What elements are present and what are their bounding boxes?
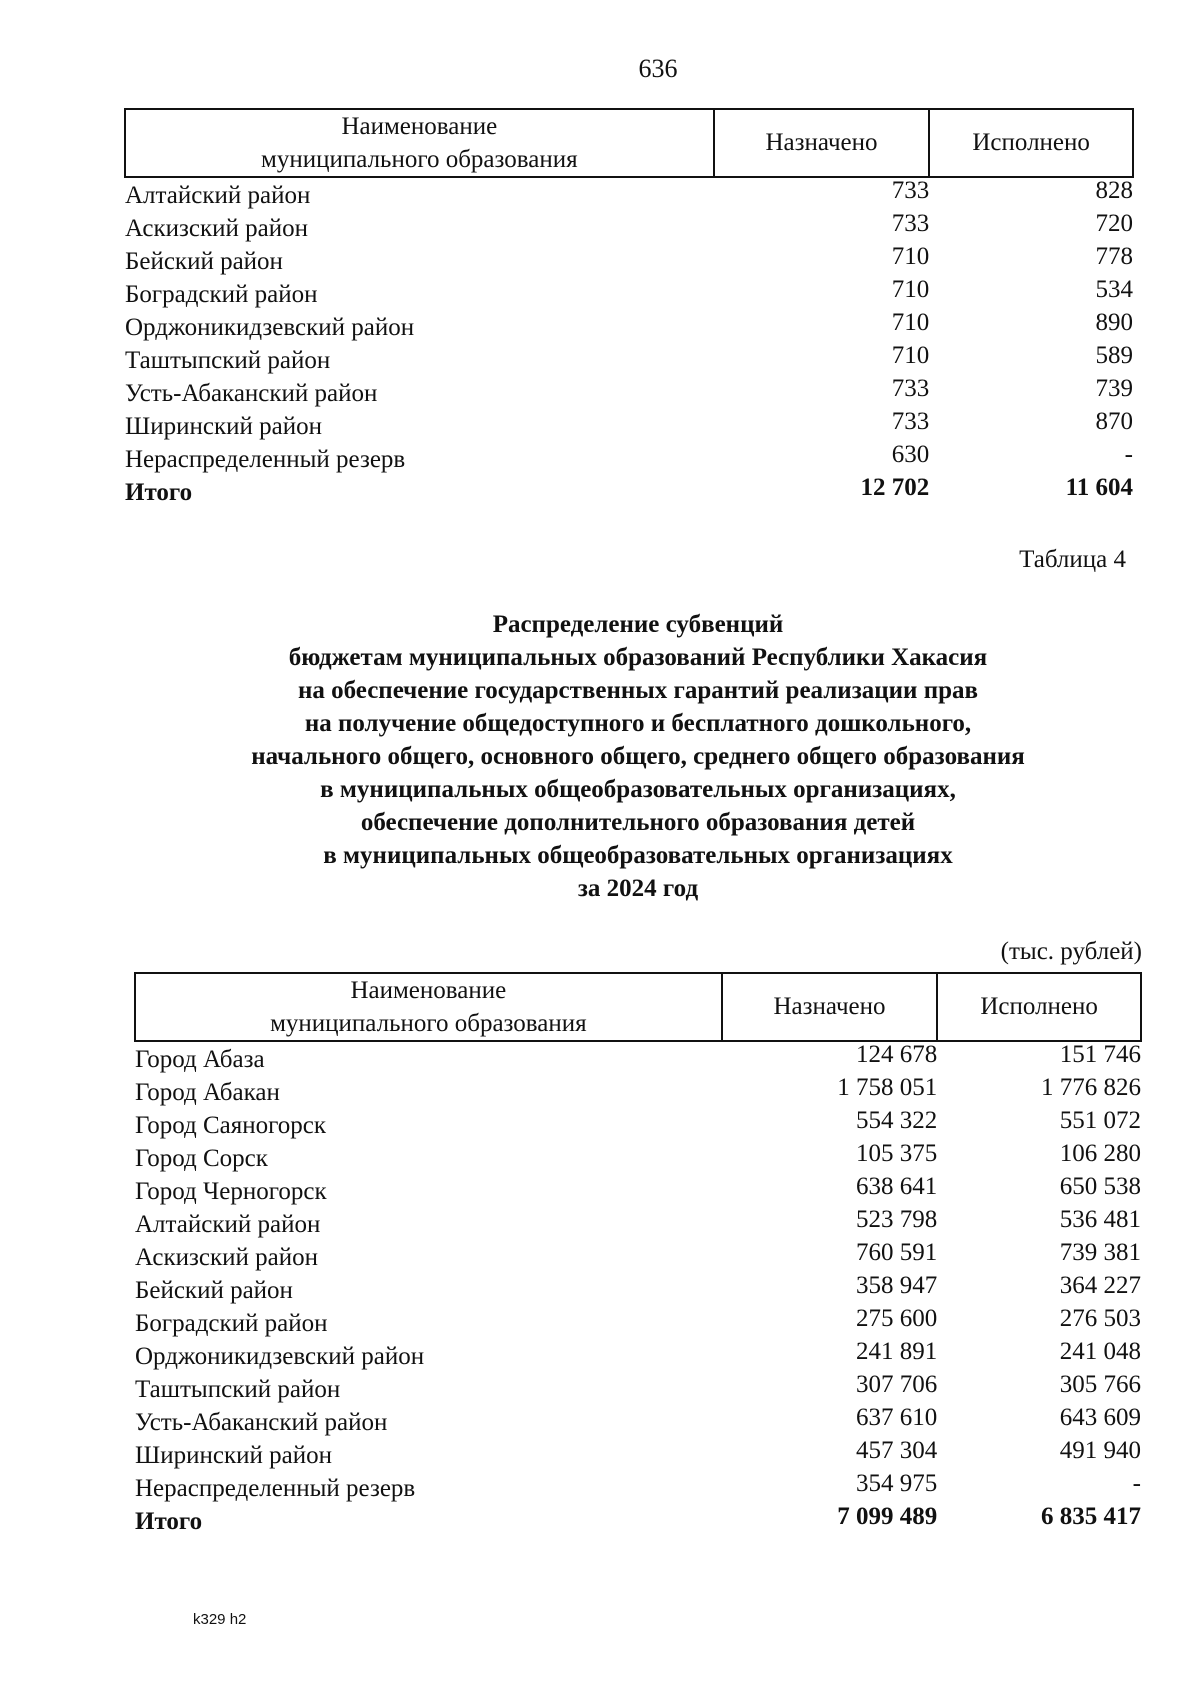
- row-name: Итого: [135, 1508, 203, 1535]
- row-executed: 305 766: [1059, 1371, 1141, 1398]
- title-line: на обеспечение государственных гарантий реализации прав: [297, 677, 979, 704]
- table-row: [135, 1207, 1141, 1240]
- table-row: [135, 1306, 1141, 1339]
- row-executed: 890: [1095, 309, 1133, 336]
- table-row: [135, 1471, 1141, 1504]
- row-name: Город Сорск: [135, 1145, 268, 1172]
- table-header-row: [135, 973, 1141, 1041]
- header-executed: Исполнено: [937, 973, 1141, 1041]
- row-executed: 534: [1095, 276, 1133, 303]
- table-row: [135, 1273, 1141, 1306]
- row-assigned: 523 798: [856, 1206, 938, 1233]
- row-name: Нераспределенный резерв: [125, 446, 406, 473]
- row-executed: 870: [1095, 408, 1133, 435]
- row-assigned: 307 706: [856, 1371, 938, 1398]
- header-assigned: Назначено: [722, 973, 938, 1041]
- table-row: [135, 1075, 1141, 1108]
- total-row: [135, 1504, 1141, 1537]
- table-row: [135, 1141, 1141, 1174]
- row-assigned: 760 591: [856, 1239, 938, 1266]
- table-row: [135, 1108, 1141, 1141]
- table-row: [125, 211, 1133, 244]
- table-header-row: [125, 109, 1133, 177]
- header-name: [125, 109, 714, 177]
- row-executed: 589: [1095, 342, 1133, 369]
- page-number: 636: [638, 54, 678, 83]
- title-line: бюджетам муниципальных образований Республики Хакасия: [288, 644, 988, 671]
- row-executed: 739 381: [1059, 1239, 1141, 1266]
- header-name-line1: Наименование: [350, 977, 507, 1004]
- table-row: [135, 1372, 1141, 1405]
- row-executed: -: [1132, 1470, 1141, 1497]
- header-executed: Исполнено: [929, 109, 1133, 177]
- row-assigned: 733: [891, 177, 930, 204]
- row-assigned: 275 600: [856, 1305, 938, 1332]
- row-name: Город Саяногорск: [135, 1112, 327, 1139]
- row-assigned: 554 322: [856, 1107, 938, 1134]
- title-line: на получение общедоступного и бесплатного дошкольного,: [304, 710, 972, 737]
- row-assigned: 733: [891, 375, 930, 402]
- row-assigned: 12 702: [860, 474, 930, 501]
- row-executed: 643 609: [1059, 1404, 1141, 1431]
- title-line: Распределение субвенций: [492, 611, 784, 638]
- row-assigned: 124 678: [856, 1041, 938, 1068]
- row-name: Бейский район: [135, 1277, 293, 1304]
- table-row: [135, 1174, 1141, 1207]
- row-name: Ширинский район: [135, 1442, 332, 1469]
- row-executed: 1 776 826: [1041, 1074, 1141, 1101]
- table-row: [125, 376, 1133, 409]
- row-assigned: 354 975: [856, 1470, 938, 1497]
- row-assigned: 733: [891, 210, 930, 237]
- row-executed: 6 835 417: [1041, 1503, 1141, 1530]
- header-name-line1: Наименование: [341, 113, 498, 140]
- row-executed: 151 746: [1059, 1041, 1141, 1068]
- row-name: Боградский район: [125, 281, 318, 308]
- appropriation-table-1: [124, 108, 1134, 508]
- row-assigned: 710: [891, 342, 930, 369]
- table-row: [135, 1041, 1141, 1075]
- table-row: [125, 244, 1133, 277]
- header-assigned: Назначено: [714, 109, 930, 177]
- row-assigned: 358 947: [856, 1272, 938, 1299]
- row-name: Город Абаза: [135, 1046, 265, 1073]
- table-caption: Таблица 4: [1019, 546, 1126, 573]
- row-name: Боградский район: [135, 1310, 328, 1337]
- row-assigned: 638 641: [856, 1173, 938, 1200]
- row-assigned: 710: [891, 276, 930, 303]
- row-executed: 241 048: [1059, 1338, 1141, 1365]
- row-assigned: 637 610: [856, 1404, 938, 1431]
- row-name: Алтайский район: [135, 1211, 321, 1238]
- row-executed: 364 227: [1059, 1272, 1141, 1299]
- row-name: Аскизский район: [125, 215, 309, 242]
- document-title: [0, 608, 1200, 905]
- row-executed: 276 503: [1059, 1305, 1141, 1332]
- row-assigned: 241 891: [856, 1338, 938, 1365]
- title-line: за 2024 год: [577, 875, 699, 902]
- row-name: Город Абакан: [135, 1079, 280, 1106]
- row-executed: 650 538: [1059, 1173, 1141, 1200]
- table-row: [135, 1438, 1141, 1471]
- row-name: Ширинский район: [125, 413, 322, 440]
- header-name-line2: муниципального образования: [270, 1010, 587, 1037]
- row-name: Орджоникидзевский район: [135, 1343, 425, 1370]
- row-executed: 11 604: [1065, 474, 1133, 501]
- row-name: Бейский район: [125, 248, 283, 275]
- header-name-line2: муниципального образования: [261, 146, 578, 173]
- row-assigned: 7 099 489: [837, 1503, 938, 1530]
- row-name: Усть-Абаканский район: [135, 1409, 388, 1436]
- units-label: (тыс. рублей): [1000, 938, 1142, 965]
- row-name: Усть-Абаканский район: [125, 380, 378, 407]
- row-executed: 778: [1095, 243, 1133, 270]
- row-executed: 828: [1095, 177, 1133, 204]
- row-executed: -: [1124, 441, 1133, 468]
- row-name: Алтайский район: [125, 182, 311, 209]
- row-name: Нераспределенный резерв: [135, 1475, 416, 1502]
- row-assigned: 710: [891, 309, 930, 336]
- row-assigned: 1 758 051: [837, 1074, 938, 1101]
- row-assigned: 457 304: [856, 1437, 938, 1464]
- row-name: Таштыпский район: [135, 1376, 341, 1403]
- subvention-table-2: [134, 972, 1142, 1537]
- row-name: Таштыпский район: [125, 347, 331, 374]
- total-row: [125, 475, 1133, 508]
- table-row: [125, 177, 1133, 211]
- row-executed: 720: [1095, 210, 1133, 237]
- row-executed: 551 072: [1059, 1107, 1141, 1134]
- row-executed: 739: [1095, 375, 1133, 402]
- table-row: [125, 442, 1133, 475]
- table-row: [125, 310, 1133, 343]
- table-row: [125, 409, 1133, 442]
- title-line: в муниципальных общеобразовательных организациях: [323, 842, 953, 869]
- row-executed: 536 481: [1059, 1206, 1141, 1233]
- title-line: начального общего, основного общего, среднего общего образования: [251, 743, 1025, 770]
- row-name: Город Черногорск: [135, 1178, 327, 1205]
- footer-code: k329 h2: [193, 1611, 247, 1628]
- row-executed: 106 280: [1059, 1140, 1141, 1167]
- title-line: в муниципальных общеобразовательных организациях,: [320, 776, 956, 803]
- table-row: [125, 343, 1133, 376]
- table-row: [135, 1405, 1141, 1438]
- row-assigned: 710: [891, 243, 930, 270]
- header-name: [135, 973, 722, 1041]
- row-name: Аскизский район: [135, 1244, 319, 1271]
- row-assigned: 733: [891, 408, 930, 435]
- table-row: [135, 1339, 1141, 1372]
- row-name: Итого: [125, 479, 193, 506]
- row-assigned: 630: [891, 441, 930, 468]
- table-row: [125, 277, 1133, 310]
- table-row: [135, 1240, 1141, 1273]
- row-assigned: 105 375: [856, 1140, 938, 1167]
- row-name: Орджоникидзевский район: [125, 314, 415, 341]
- title-line: обеспечение дополнительного образования детей: [360, 809, 916, 836]
- row-executed: 491 940: [1059, 1437, 1141, 1464]
